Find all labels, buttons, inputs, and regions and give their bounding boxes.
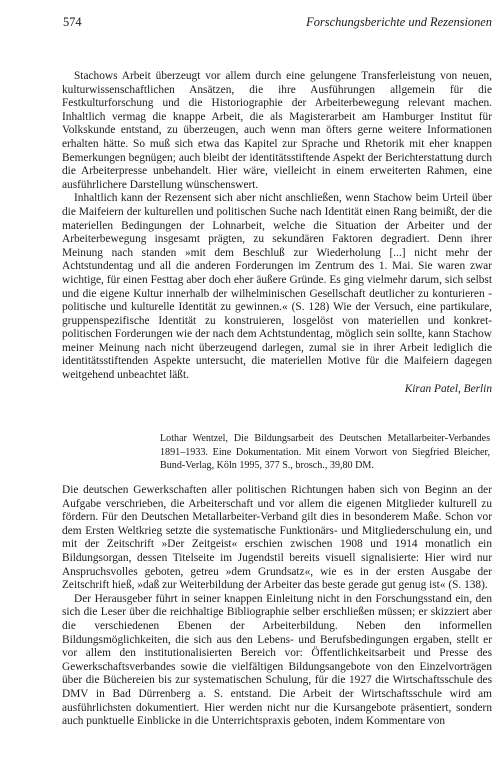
review-2-paragraph-2: Der Herausgeber führt in seiner knappen Einleitung nicht in den Forschungsstand ein, den sich die Leser über die reichhaltige Bibliographie selber erschließen müssen; er skizziert aber die verschiedenen Ebenen der Arbeiterbildung. Neben den informellen Bildungsmöglichkeiten, die sich aus den Lebens- und Berufsbedingungen ergaben, stellt er vor allem den institutionalisierten Bereich vor: Öffentlichkeitsarbeit und Presse des Gewerkschaftsverbandes sowie die vielfältigen Bildungsangebote von den Einzelvorträgen über die Büchereien bis zur systematischen Schulung, für die 1927 die Wirtschaftsschule des DMV in Bad Dürrenberg a. S. entstand. Die Arbeit der Wirtschaftsschule wird am ausführlichsten dokumentiert. Hier werden nicht nur die Kursangebote präsentiert, sondern auch punktuelle Einblicke in die Unterrichtspraxis geboten, indem Kommentare von — [62, 592, 492, 728]
review-2-bibliography: Lothar Wentzel, Die Bildungsarbeit des Deutschen Metallarbeiter-Verbandes 1891–1933. Eine Dokumentation. Mit einem Vorwort von Siegfried Bleicher, Bund-Verlag, Köln 1995, 377 S., brosch., 39,80 DM. — [160, 433, 490, 472]
review-2-paragraph-1: Die deutschen Gewerkschaften aller politischen Richtungen haben sich von Beginn an der Aufgabe verschrieben, die Arbeiterschaft und vor allem die eigenen Mitglieder kulturell zu fördern. Für den Deutschen Metallarbeiter-Verband gilt dies in besonderem Maße. Schon vor dem Ersten Weltkrieg setzte die systematische Funktionärs- und Mitgliederschulung ein, und mit der Zeitschrift »Der Zeitgeist« erschien zwischen 1908 und 1914 monatlich ein Bildungsorgan, dessen Titelseite im Jugendstil bereits visuell signalisierte: Hier wird nur Anspruchsvolles geboten, getreu »dem Grundsatz«, wie es in der ersten Ausgabe der Zeitschrift hieß, »daß zur Weiterbildung der Arbeiter das beste gerade gut genug ist« (S. 138). — [62, 484, 492, 592]
running-title: Forschungsberichte und Rezensionen — [306, 15, 492, 29]
review-1 — [62, 70, 492, 396]
review-2 — [62, 484, 492, 729]
review-1-paragraph-2: Inhaltlich kann der Rezensent sich aber nicht anschließen, wenn Stachow beim Urteil über die Maifeiern der kulturellen und politischen Suche nach Identität einen Rang beimißt, der die materiellen Bedingungen der Lohnarbeit, welche die Situation der Arbeiter und der Arbeiterbewegung insgesamt prägten, zu sekundären Faktoren degradiert. Denn ihrer Meinung nach standen »mit dem Beschluß zur Wiederholung [...] nicht mehr der Achtstundentag und all die anderen Forderungen im Zentrum des 1. Mai. Sie waren zwar wichtige, für einen Festtag aber doch eher äußere Gründe. Es ging vielmehr darum, sich selbst und die eigene Kultur innerhalb der wilhelminischen Gesellschaft deutlicher zu konturieren - politische und kulturelle Identität zu gewinnen.« (S. 128) Wie der Versuch, eine partikulare, gruppenspezifische Identität zu konstruieren, losgelöst von materiellen und konkret-politischen Forderungen wie der nach dem Achtstundentag, möglich sein sollte, kann Stachow meiner Meinung nach nicht überzeugend darlegen, zumal sie in ihrer Arbeit lediglich die identitätsstiftenden Aspekte untersucht, die materiellen Motive für die Maifeiern dagegen weitgehend unbeachtet läßt. — [62, 192, 492, 382]
review-1-paragraph-1: Stachows Arbeit überzeugt vor allem durch eine gelungene Transferleistung von neuen, kulturwissenschaftlichen Ansätzen, die ihre Ausführungen allgemein für die Festkulturforschung und die Historiographie der Arbeiterbewegung relevant machen. Inhaltlich vermag die knappe Arbeit, die als Magisterarbeit am Hamburger Institut für Volkskunde entstand, zu überzeugen, auch wenn man öfters gerne weitere Informationen erhalten hätte. So muß sich etwa das Kapitel zur Sprache und Rhetorik mit eher knappen Bemerkungen begnügen; auch bleibt der identitätsstiftende Aspekt der Berichterstattung durch die Arbeiterpresse unbehandelt. Hier wäre, vielleicht in einem erweiterten Rahmen, eine ausführlichere Darstellung wünschenswert. — [62, 70, 492, 191]
review-1-signature: Kiran Patel, Berlin — [404, 382, 492, 395]
page-header — [63, 15, 492, 30]
page-number: 574 — [63, 15, 82, 29]
